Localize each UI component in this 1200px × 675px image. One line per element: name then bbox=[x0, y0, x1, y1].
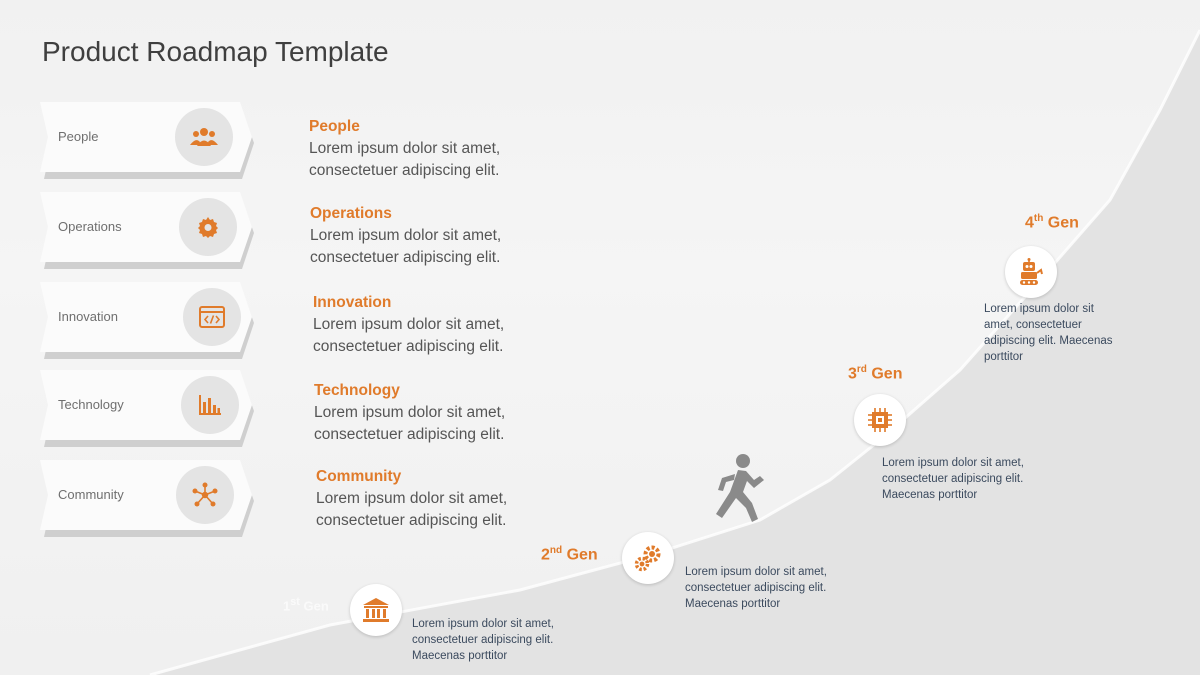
chip-icon bbox=[854, 394, 906, 446]
description-heading: Technology bbox=[314, 382, 400, 399]
description-heading: Community bbox=[316, 468, 402, 485]
community-description bbox=[316, 466, 536, 532]
gen-2-text: Lorem ipsum dolor sit amet, consectetuer adipiscing elit. Maecenas porttitor bbox=[685, 566, 827, 610]
gen-4-text: Lorem ipsum dolor sit amet, consectetuer adipiscing elit. Maecenas porttitor bbox=[984, 303, 1113, 363]
description-heading: Innovation bbox=[313, 294, 392, 311]
gears-icon bbox=[622, 532, 674, 584]
gen-number: 4 bbox=[1025, 214, 1034, 232]
gen-suffix: Gen bbox=[562, 546, 598, 564]
description-heading: Operations bbox=[310, 205, 392, 222]
gear-icon bbox=[179, 198, 237, 256]
gen-ordinal: st bbox=[290, 596, 300, 608]
technology-description bbox=[314, 380, 534, 446]
card-technology bbox=[40, 370, 256, 446]
people-description bbox=[309, 116, 529, 182]
gen-1-text: Lorem ipsum dolor sit amet, consectetuer adipiscing elit. Maecenas porttitor bbox=[412, 618, 554, 662]
gen-number: 1 bbox=[283, 598, 291, 614]
gen-ordinal: rd bbox=[856, 364, 867, 375]
gen-ordinal: th bbox=[1033, 213, 1044, 224]
card-label: Operations bbox=[58, 219, 122, 234]
gen-2-label bbox=[541, 545, 598, 564]
gen-1-label bbox=[283, 596, 329, 613]
gen-suffix: Gen bbox=[1043, 214, 1079, 232]
card-people bbox=[40, 102, 256, 178]
robot-icon bbox=[1005, 246, 1057, 298]
card-label: People bbox=[58, 129, 99, 144]
gen-ordinal: nd bbox=[549, 545, 563, 556]
card-innovation bbox=[40, 282, 256, 358]
bank-icon bbox=[350, 584, 402, 636]
card-community bbox=[40, 460, 256, 536]
people-icon bbox=[175, 108, 233, 166]
bar-chart-icon bbox=[181, 376, 239, 434]
gen-number: 2 bbox=[541, 546, 550, 564]
gen-3-text: Lorem ipsum dolor sit amet, consectetuer adipiscing elit. Maecenas porttitor bbox=[882, 457, 1024, 501]
code-window-icon bbox=[183, 288, 241, 346]
gen-suffix: Gen bbox=[299, 598, 329, 614]
description-heading: People bbox=[309, 118, 360, 135]
description-text: Lorem ipsum dolor sit amet, consectetuer adipiscing elit. bbox=[309, 140, 501, 179]
description-text: Lorem ipsum dolor sit amet, consectetuer adipiscing elit. bbox=[310, 227, 502, 266]
card-label: Community bbox=[58, 487, 124, 502]
gen-4-label bbox=[1025, 213, 1079, 232]
gen-3-label bbox=[848, 364, 902, 383]
gen-suffix: Gen bbox=[866, 365, 903, 383]
runner-icon bbox=[708, 452, 768, 524]
description-text: Lorem ipsum dolor sit amet, consectetuer adipiscing elit. bbox=[313, 316, 505, 355]
network-icon bbox=[176, 466, 234, 524]
card-label: Innovation bbox=[58, 309, 118, 324]
page-title: Product Roadmap Template bbox=[42, 36, 389, 67]
innovation-description bbox=[313, 292, 533, 358]
gen-number: 3 bbox=[848, 365, 857, 383]
operations-description bbox=[310, 203, 530, 269]
card-label: Technology bbox=[58, 397, 124, 412]
description-text: Lorem ipsum dolor sit amet, consectetuer adipiscing elit. bbox=[316, 490, 508, 529]
description-text: Lorem ipsum dolor sit amet, consectetuer adipiscing elit. bbox=[314, 404, 506, 443]
card-operations bbox=[40, 192, 256, 268]
